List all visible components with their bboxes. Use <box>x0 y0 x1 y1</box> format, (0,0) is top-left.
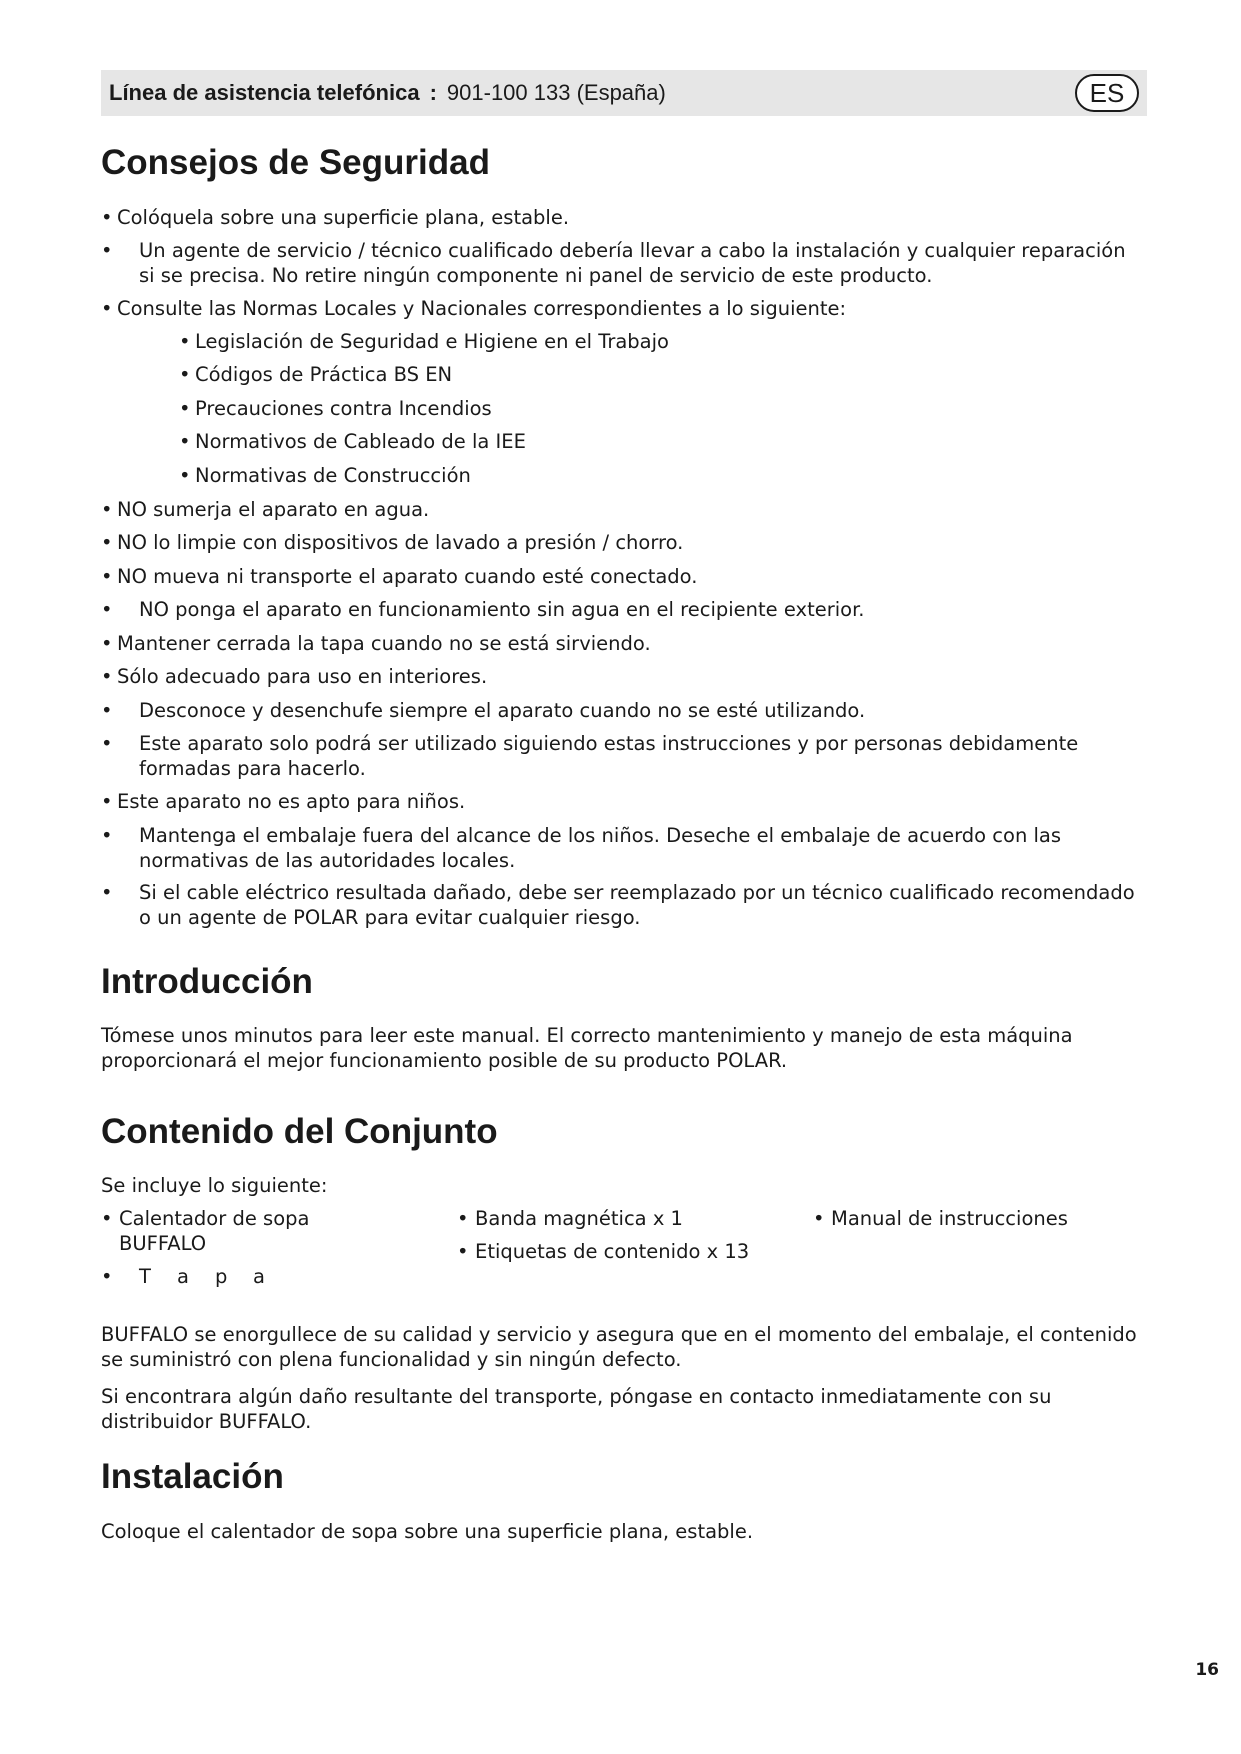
hotline-number: 901-100 133 (España) <box>446 80 666 105</box>
bullet-icon: • <box>101 665 113 688</box>
hotline-label: Línea de asistencia telefónica <box>109 80 420 105</box>
bullet-icon: • <box>101 824 113 847</box>
safety-item: • NO sumerja el aparato en agua. <box>101 498 430 521</box>
language-badge: ES <box>1075 74 1139 112</box>
page-number: 16 <box>1195 1660 1219 1680</box>
bullet-icon: • <box>813 1207 825 1230</box>
safety-title: Consejos de Seguridad <box>101 143 490 182</box>
intro-title: Introducción <box>101 962 313 1001</box>
safety-sub-item: • Códigos de Práctica BS EN <box>179 363 453 386</box>
contents-para-damage: Si encontrara algún daño resultante del transporte, póngase en contacto inmediatamente con su distribuidor BUFFALO. <box>101 1385 1052 1433</box>
bullet-icon: • <box>101 732 113 755</box>
bullet-icon: • <box>179 430 191 453</box>
safety-item: • Este aparato solo podrá ser utilizado siguiendo estas instrucciones y por personas debidamente formadas para hacerlo. <box>101 732 1079 780</box>
safety-sub-item: • Precauciones contra Incendios <box>179 397 492 420</box>
safety-item: • Desconoce y desenchufe siempre el aparato cuando no se esté utilizando. <box>101 699 866 722</box>
bullet-icon: • <box>457 1207 469 1230</box>
safety-sub-item: • Legislación de Seguridad e Higiene en el Trabajo <box>179 330 669 353</box>
contents-item: • Calentador de sopa BUFFALO <box>101 1207 310 1255</box>
bullet-icon: • <box>101 598 113 621</box>
bullet-icon: • <box>101 1207 113 1230</box>
safety-sub-item: • Normativos de Cableado de la IEE <box>179 430 526 453</box>
bullet-icon: • <box>101 565 113 588</box>
bullet-icon: • <box>179 397 191 420</box>
install-text: Coloque el calentador de sopa sobre una superficie plana, estable. <box>101 1520 754 1543</box>
contents-item: • Manual de instrucciones <box>813 1207 1068 1230</box>
safety-item: • Mantenga el embalaje fuera del alcance de los niños. Deseche el embalaje de acuerdo con las normativas de las autoridades locales. <box>101 824 1062 872</box>
safety-item: • NO mueva ni transporte el aparato cuando esté conectado. <box>101 565 698 588</box>
bullet-icon: • <box>101 239 113 262</box>
bullet-icon: • <box>101 699 113 722</box>
bullet-icon: • <box>101 297 113 320</box>
hotline-bar <box>101 70 1147 116</box>
safety-item: • Colóquela sobre una superficie plana, estable. <box>101 206 570 229</box>
bullet-icon: • <box>179 464 191 487</box>
bullet-icon: • <box>101 1265 113 1288</box>
safety-item: • Un agente de servicio / técnico cualificado debería llevar a cabo la instalación y cualquier reparación si se precisa. No retire ningún componente ni panel de servicio de este producto. <box>101 239 1126 287</box>
safety-item: • NO lo limpie con dispositivos de lavado a presión / chorro. <box>101 531 684 554</box>
bullet-icon: • <box>101 206 113 229</box>
bullet-icon: • <box>179 330 191 353</box>
contents-item-tapa: • T a p a <box>101 1265 265 1288</box>
install-title: Instalación <box>101 1457 284 1496</box>
bullet-icon: • <box>179 363 191 386</box>
safety-item: • Sólo adecuado para uso en interiores. <box>101 665 488 688</box>
bullet-icon: • <box>101 790 113 813</box>
safety-sub-item: • Normativas de Construcción <box>179 464 471 487</box>
safety-item: • Si el cable eléctrico resultada dañado, debe ser reemplazado por un técnico cualificado recomendado o un agente de POLAR para evitar cualquier riesgo. <box>101 881 1135 929</box>
contents-lead: Se incluye lo siguiente: <box>101 1174 328 1197</box>
bullet-icon: • <box>101 531 113 554</box>
bullet-icon: • <box>457 1240 469 1263</box>
safety-item: • Este aparato no es apto para niños. <box>101 790 466 813</box>
contents-item: • Banda magnética x 1 <box>457 1207 683 1230</box>
bullet-icon: • <box>101 498 113 521</box>
contents-title: Contenido del Conjunto <box>101 1112 498 1151</box>
bullet-icon: • <box>101 881 113 904</box>
bullet-icon: • <box>101 632 113 655</box>
contents-para-quality: BUFFALO se enorgullece de su calidad y servicio y asegura que en el momento del embalaje, el contenido se suministró con plena funcionalidad y sin ningún defecto. <box>101 1323 1137 1371</box>
safety-item: • NO ponga el aparato en funcionamiento sin agua en el recipiente exterior. <box>101 598 865 621</box>
intro-text: Tómese unos minutos para leer este manual. El correcto mantenimiento y manejo de esta máquina proporcionará el mejor funcionamiento posible de su producto POLAR. <box>101 1024 1073 1072</box>
contents-item: • Etiquetas de contenido x 13 <box>457 1240 750 1263</box>
hotline-separator: : <box>429 80 437 105</box>
safety-item: • Mantener cerrada la tapa cuando no se está sirviendo. <box>101 632 651 655</box>
safety-item: • Consulte las Normas Locales y Nacionales correspondientes a lo siguiente: <box>101 297 847 320</box>
